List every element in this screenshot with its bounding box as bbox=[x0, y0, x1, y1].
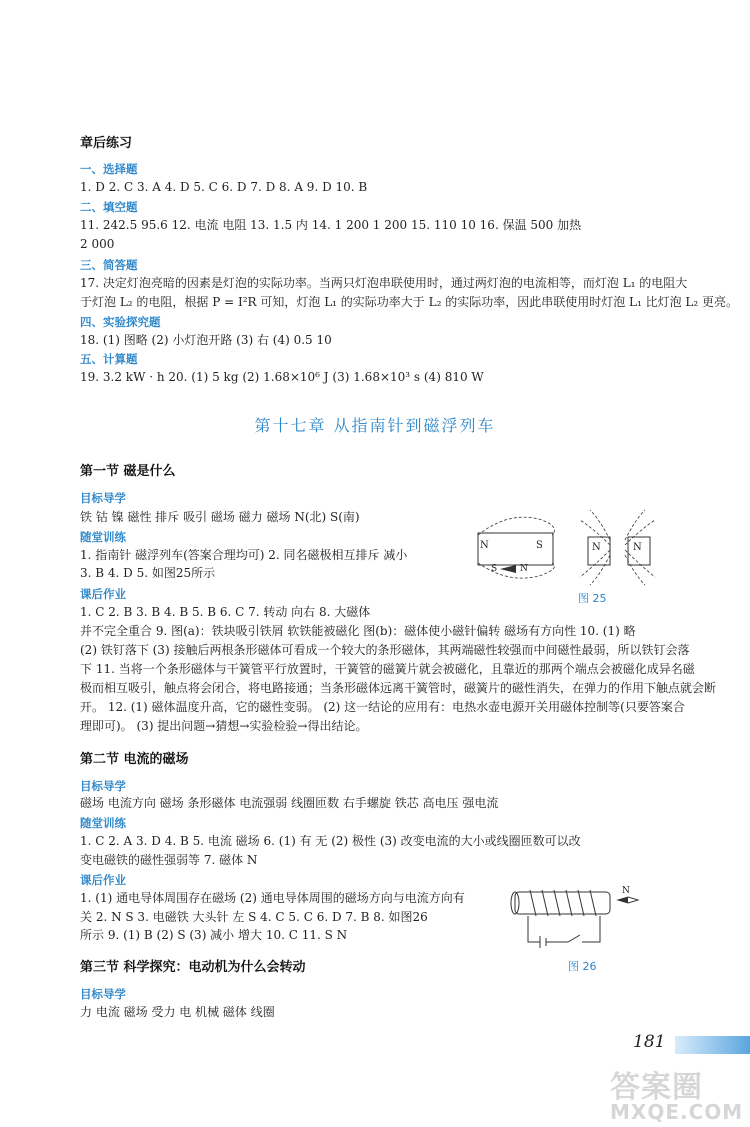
fig26-caption: 图 26 bbox=[568, 960, 597, 973]
sec1-hw-5: 极而相互吸引，触点将会闭合，将电路接通；当条形磁体远离干簧管时，磁簧片的磁性消失，在弹力的作用下触点就会断 bbox=[80, 681, 717, 695]
watermark-line2: MXQE.COM bbox=[610, 1100, 744, 1124]
sec1-hw-4: 下 11. 当将一个条形磁体与干簧管平行放置时，干簧管的磁簧片就会被磁化，且靠近的那两个端点会被磁化成异名磁 bbox=[80, 662, 695, 676]
fig25-s-bottom: S bbox=[491, 564, 498, 574]
sec2-class-label: 随堂训练 bbox=[80, 816, 126, 830]
sec2-title: 第二节 电流的磁场 bbox=[80, 752, 189, 767]
sec2-goal-label: 目标导学 bbox=[80, 779, 126, 793]
sec3-title: 第三节 科学探究：电动机为什么会转动 bbox=[80, 960, 306, 975]
sec1-hw-2: 并不完全重合 9. 图(a)：铁块吸引铁屑 软铁能被磁化 图(b)：磁体使小磁针偏转 磁场有方向性 10. (1) 略 bbox=[80, 624, 636, 638]
sec1-hw-1: 1. C 2. B 3. B 4. B 5. B 6. C 7. 转动 向右 8. 大磁体 bbox=[80, 605, 371, 619]
sec1-hw-label: 课后作业 bbox=[80, 587, 126, 601]
fill-answers-2: 2 000 bbox=[80, 237, 115, 251]
figure-26 bbox=[510, 880, 660, 955]
sec2-class-1: 1. C 2. A 3. D 4. B 5. 电流 磁场 6. (1) 有 无 (2) 极性 (3) 改变电流的大小或线圈匝数可以改 bbox=[80, 834, 581, 848]
page-number: 181 bbox=[633, 1032, 666, 1052]
exercises-title: 章后练习 bbox=[80, 136, 133, 151]
sec1-class-2: 3. B 4. D 5. 如图25所示 bbox=[80, 566, 216, 580]
choice-answers: 1. D 2. C 3. A 4. D 5. C 6. D 7. D 8. A 9. D 10. B bbox=[80, 180, 368, 194]
short-answer-2: 于灯泡 L₂ 的电阻，根据 P = I²R 可知，灯泡 L₁ 的实际功率大于 L₂ 的实际功率，因此串联使用时灯泡 L₁ 比灯泡 L₂ 更亮。 bbox=[80, 295, 739, 309]
fill-answers-1: 11. 242.5 95.6 12. 电流 电阻 13. 1.5 内 14. 1 200 1 200 15. 110 10 16. 保温 500 加热 bbox=[80, 218, 582, 232]
short-answer-1: 17. 决定灯泡亮暗的因素是灯泡的实际功率。当两只灯泡串联使用时，通过两灯泡的电流相等，而灯泡 L₁ 的电阻大 bbox=[80, 276, 688, 290]
fig25-caption: 图 25 bbox=[578, 592, 607, 605]
sec2-hw-3: 所示 9. (1) B (2) S (3) 减小 增大 10. C 11. S N bbox=[80, 928, 348, 942]
sec2-class-2: 变电磁铁的磁性强弱等 7. 磁体 N bbox=[80, 853, 258, 867]
sec3-goal-label: 目标导学 bbox=[80, 987, 126, 1001]
fig25-n-label: N bbox=[480, 540, 489, 551]
page-number-bar bbox=[675, 1036, 750, 1054]
sec2-hw-label: 课后作业 bbox=[80, 873, 126, 887]
watermark bbox=[610, 1060, 750, 1127]
sec1-goal-label: 目标导学 bbox=[80, 491, 126, 505]
sec1-hw-7: 理即可)。 (3) 提出问题→猜想→实验检验→得出结论。 bbox=[80, 719, 368, 733]
sec3-goal-text: 力 电流 磁场 受力 电 机械 磁体 线圈 bbox=[80, 1005, 275, 1019]
fig25-n-far: N bbox=[633, 542, 642, 553]
experiment-answers: 18. (1) 图略 (2) 小灯泡开路 (3) 右 (4) 0.5 10 bbox=[80, 333, 332, 347]
chapter-17-title: 第十七章 从指南针到磁浮列车 bbox=[254, 416, 496, 435]
fig25-n-bottom: N bbox=[520, 564, 528, 574]
sec1-class-1: 1. 指南针 磁浮列车(答案合理均可) 2. 同名磁极相互排斥 减小 bbox=[80, 548, 408, 562]
watermark-line1: 答案圈 bbox=[610, 1070, 703, 1105]
section-experiment: 四、实验探究题 bbox=[80, 315, 161, 329]
sec1-class-label: 随堂训练 bbox=[80, 530, 126, 544]
section-short: 三、简答题 bbox=[80, 258, 138, 272]
sec2-hw-2: 关 2. N S 3. 电磁铁 大头针 左 S 4. C 5. C 6. D 7. B 8. 如图26 bbox=[80, 910, 428, 924]
sec2-goal-text: 磁场 电流方向 磁场 条形磁体 电流强弱 线圈匝数 右手螺旋 铁芯 高电压 强电流 bbox=[80, 796, 499, 810]
calculation-answers: 19. 3.2 kW · h 20. (1) 5 kg (2) 1.68×10⁶ J (3) 1.68×10³ s (4) 810 W bbox=[80, 370, 484, 384]
section-calculation: 五、计算题 bbox=[80, 352, 138, 366]
sec1-goal-text: 铁 钴 镍 磁性 排斥 吸引 磁场 磁力 磁场 N(北) S(南) bbox=[80, 510, 360, 524]
sec1-hw-6: 开。 12. (1) 磁体温度升高，它的磁性变弱。 (2) 这一结论的应用有：电热水壶电源开关用磁体控制等(只要答案合 bbox=[80, 700, 685, 714]
section-choice: 一、选择题 bbox=[80, 162, 138, 176]
sec1-title: 第一节 磁是什么 bbox=[80, 464, 176, 479]
fig26-n-label: N bbox=[622, 886, 630, 896]
fig25-s-label: S bbox=[536, 540, 543, 551]
fig25-n-right: N bbox=[592, 542, 601, 553]
section-fill: 二、填空题 bbox=[80, 200, 138, 214]
sec1-hw-3: (2) 铁钉落下 (3) 接触后两根条形磁体可看成一个较大的条形磁体，其两端磁性较强而中间磁性最弱，所以铁钉会落 bbox=[80, 643, 690, 657]
sec2-hw-1: 1. (1) 通电导体周围存在磁场 (2) 通电导体周围的磁场方向与电流方向有 bbox=[80, 891, 465, 905]
